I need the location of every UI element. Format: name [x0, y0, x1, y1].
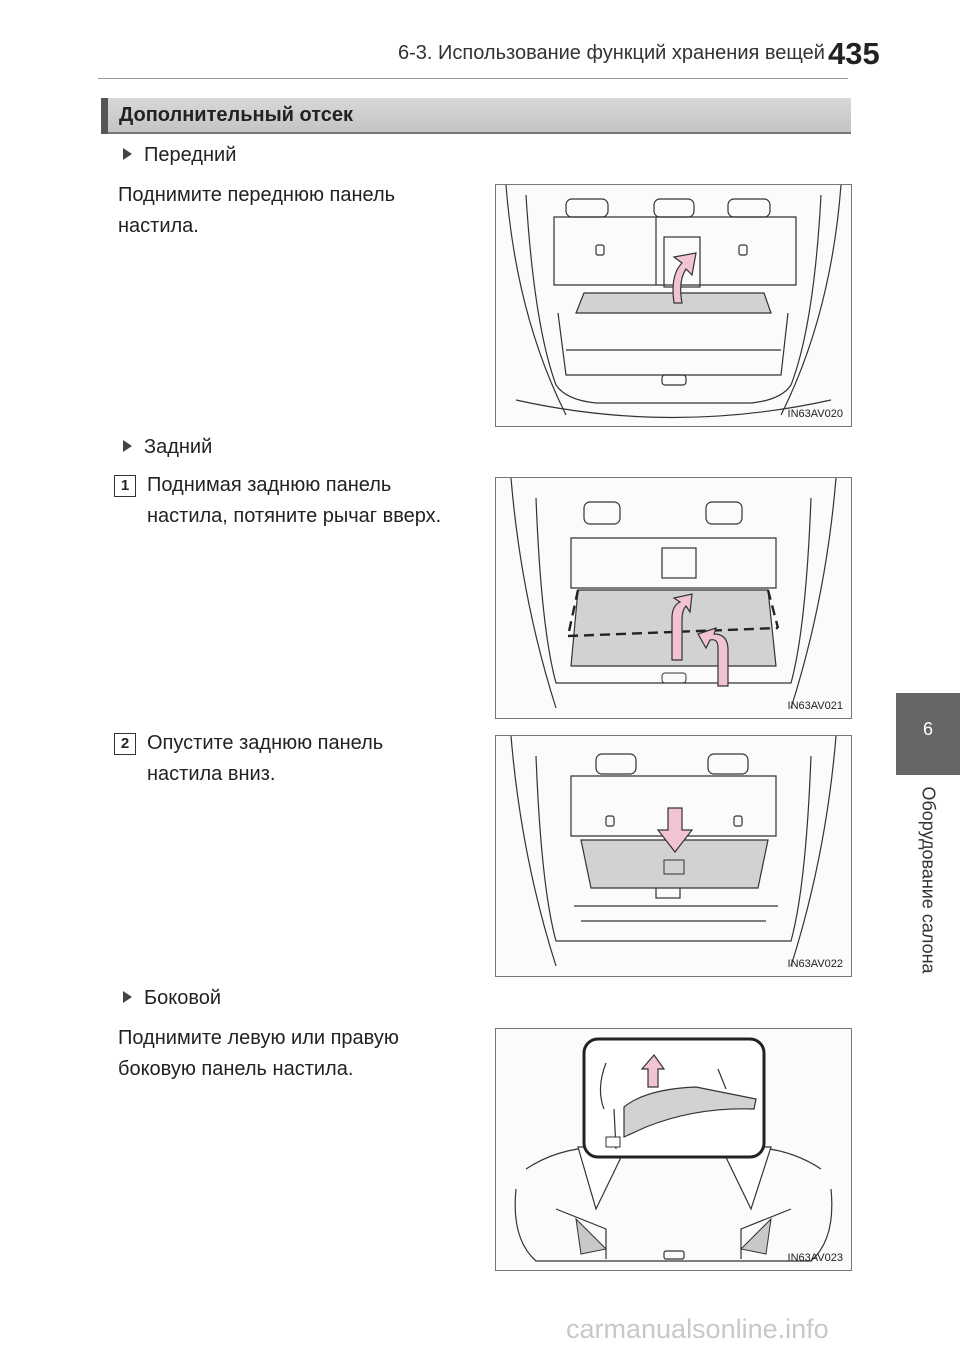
chapter-title-vertical [896, 780, 960, 980]
section-marker [101, 98, 108, 134]
subheading-side-text: Боковой [144, 987, 222, 1009]
front-instruction [118, 180, 474, 242]
figure-rear-lower [495, 735, 852, 977]
side-instruction [118, 1023, 474, 1085]
page-number: 435 [828, 36, 880, 71]
front-instruction-line2: настила. [118, 215, 199, 237]
figure-rear-lift [495, 477, 852, 719]
figure-side-panel [495, 1028, 852, 1271]
cargo-rear-lower-illustration [496, 736, 851, 976]
rear-step1-line2: настила, потяните рычаг вверх. [147, 505, 442, 527]
rear-step2-line1: Опустите заднюю панель [147, 732, 384, 754]
rear-step2-line2: настила вниз. [147, 763, 276, 785]
subheading-rear-text: Задний [144, 436, 213, 458]
section-title: Дополнительный отсек [119, 104, 354, 126]
running-header: 6-3. Использование функций хранения вещей [398, 42, 825, 64]
rear-step1-line1: Поднимая заднюю панель [147, 474, 392, 496]
step-number-2: 2 [114, 733, 136, 755]
figure-code: IN63AV022 [787, 958, 843, 970]
side-instruction-line1: Поднимите левую или правую [118, 1027, 399, 1049]
chapter-tab [896, 693, 960, 775]
side-instruction-line2: боковую панель настила. [118, 1058, 354, 1080]
cargo-front-illustration [496, 185, 851, 426]
cargo-rear-lift-illustration [496, 478, 851, 718]
subheading-side [123, 987, 221, 1010]
subheading-front [123, 144, 236, 167]
triangle-bullet-icon [123, 991, 132, 1003]
step-number-1: 1 [114, 475, 136, 497]
watermark: carmanualsonline.info [566, 1314, 829, 1344]
subheading-front-text: Передний [144, 144, 237, 166]
section-heading-bar [101, 98, 851, 134]
cargo-side-illustration [496, 1029, 851, 1270]
rear-step1-instruction [147, 470, 474, 532]
rear-step2-instruction [147, 728, 474, 790]
figure-code: IN63AV020 [787, 408, 843, 420]
chapter-title: Оборудование салона [918, 786, 939, 974]
front-instruction-line1: Поднимите переднюю панель [118, 184, 396, 206]
figure-front-panel [495, 184, 852, 427]
triangle-bullet-icon [123, 440, 132, 452]
figure-code: IN63AV021 [787, 700, 843, 712]
triangle-bullet-icon [123, 148, 132, 160]
header-rule [98, 78, 848, 79]
chapter-number: 6 [922, 719, 933, 739]
figure-code: IN63AV023 [787, 1252, 843, 1264]
subheading-rear [123, 436, 212, 459]
